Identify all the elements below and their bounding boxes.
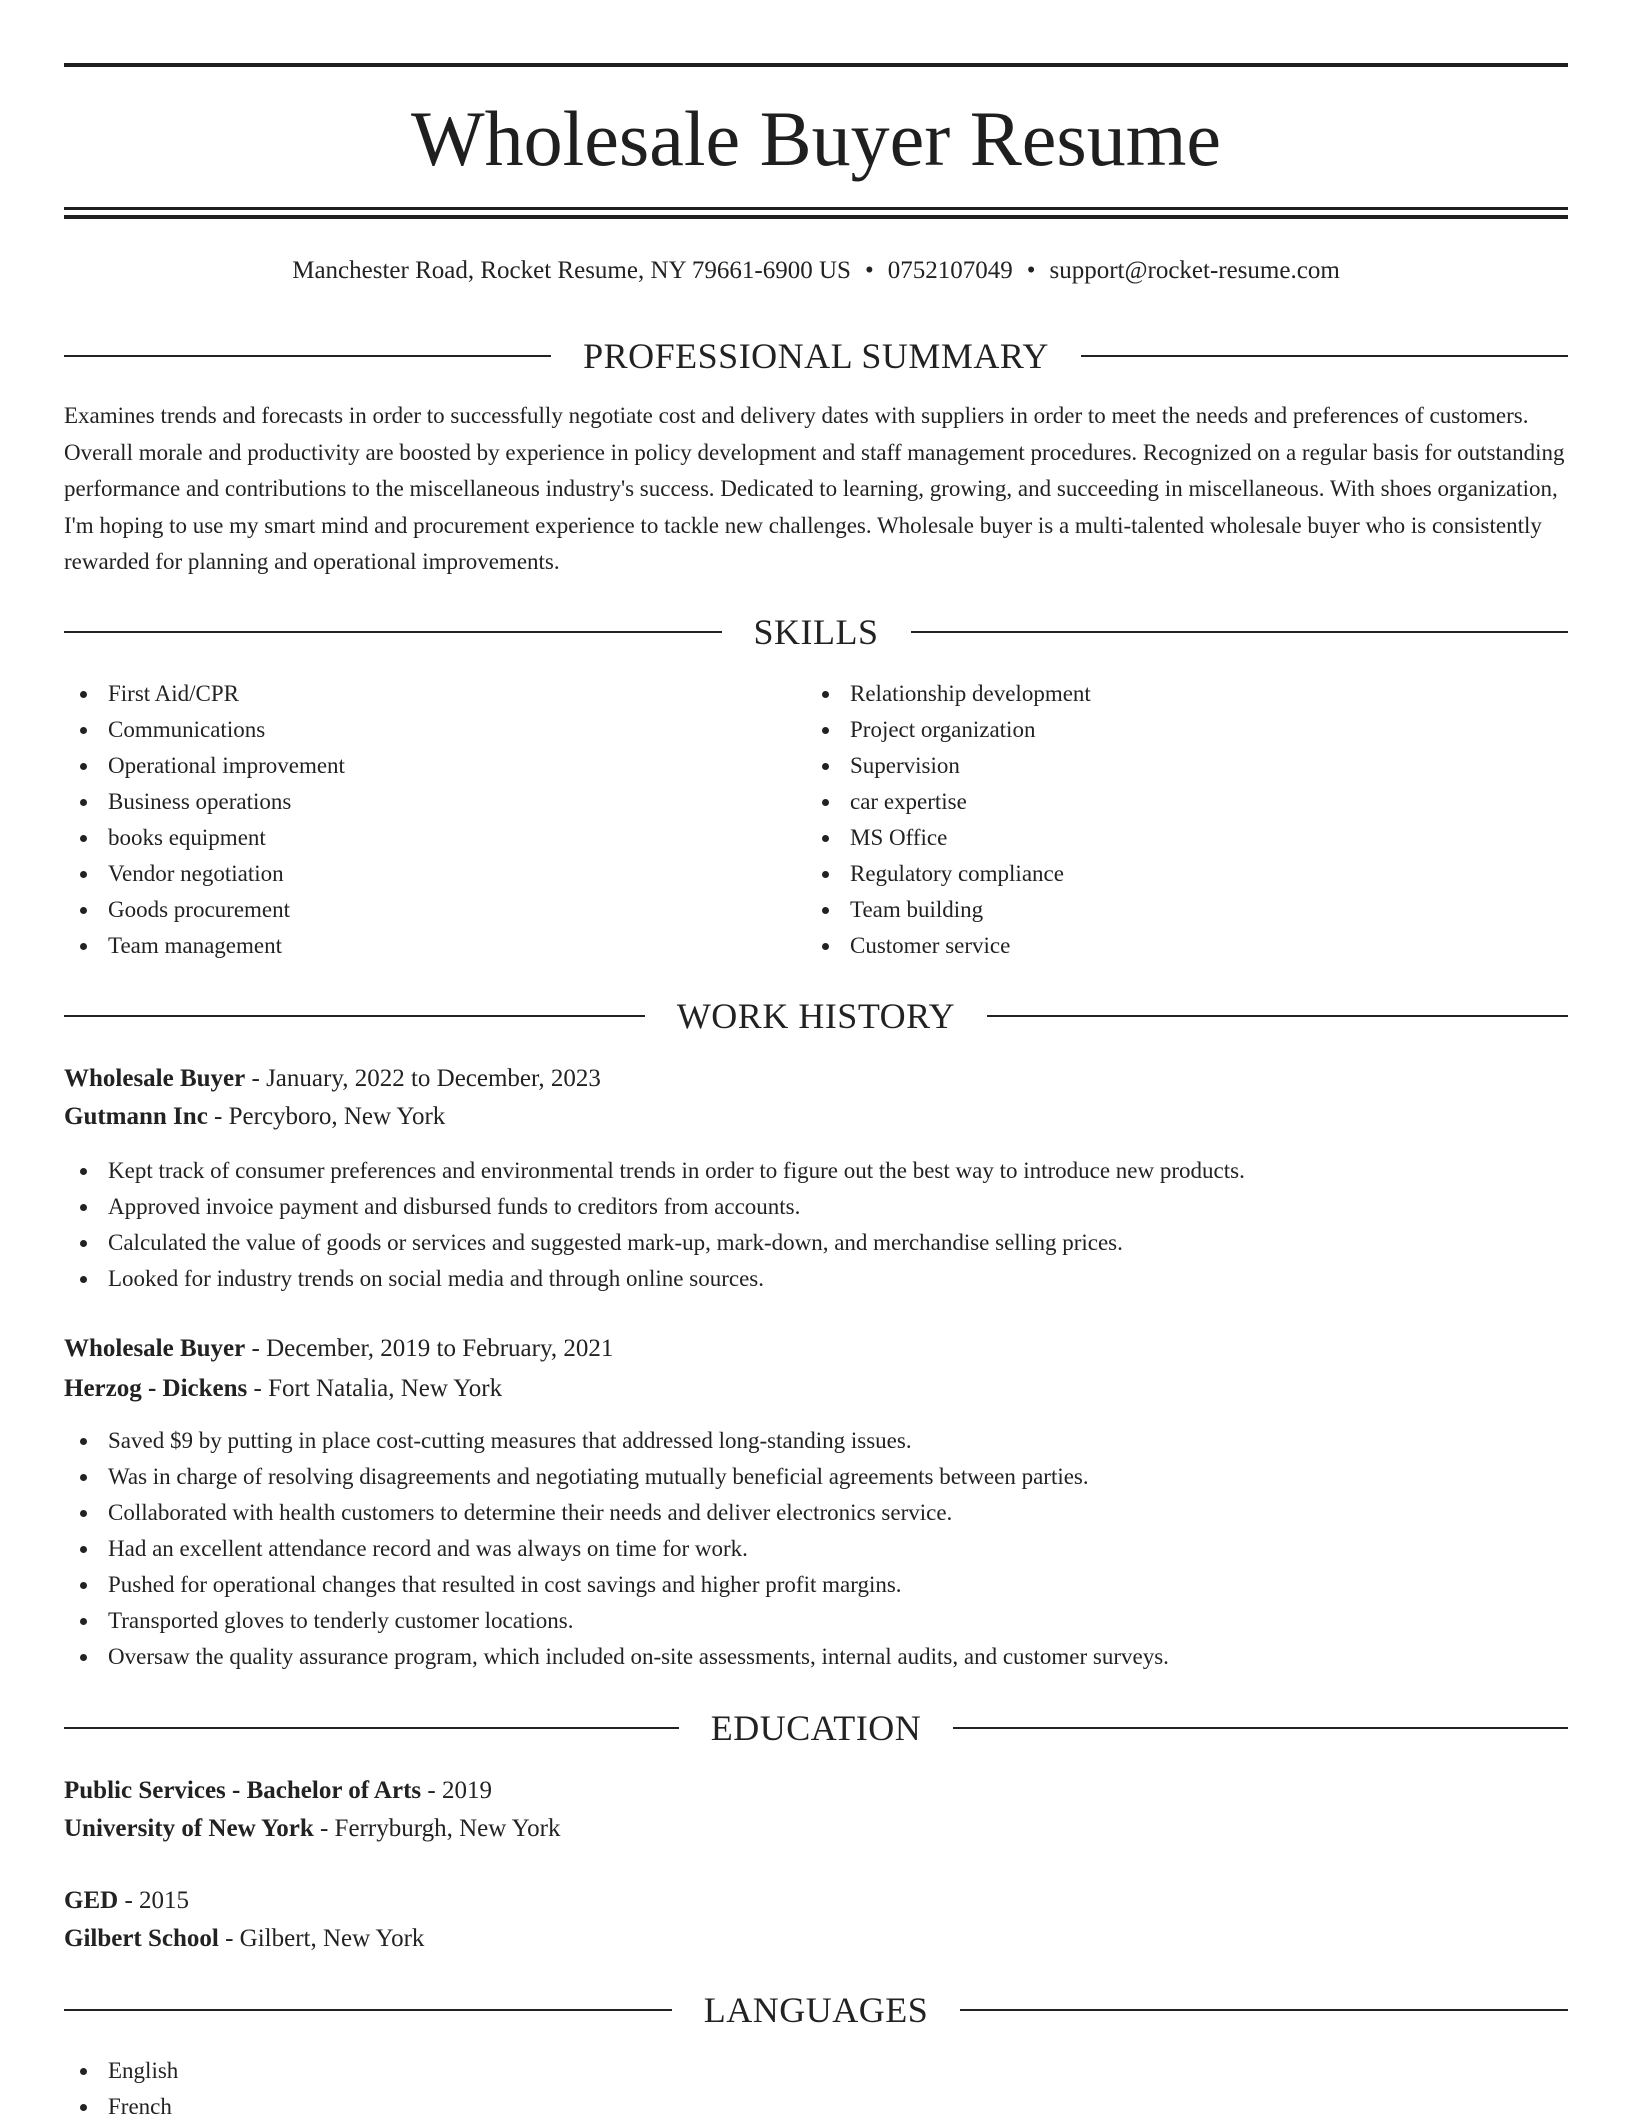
education-degree-line (64, 1772, 492, 1810)
job-duties-list (64, 1153, 1245, 1297)
heading-rule-right (1081, 355, 1568, 357)
skills-list-left (64, 676, 345, 964)
section-title: SKILLS (753, 612, 879, 652)
job-duty: Looked for industry trends on social media and through online sources. (64, 1261, 1245, 1297)
education-school-line (64, 1920, 424, 1958)
job-duty: Collaborated with health customers to determine their needs and deliver electronics service. (64, 1495, 1169, 1531)
section-title: LANGUAGES (703, 1990, 929, 2030)
job-duty: Oversaw the quality assurance program, which included on-site assessments, internal audits, and customer surveys. (64, 1639, 1169, 1675)
section-heading-languages (64, 1988, 1568, 2032)
job-title: Wholesale Buyer (64, 1065, 246, 1092)
skill-item: MS Office (806, 820, 1091, 856)
education-location: - Ferryburgh, New York (313, 1815, 561, 1842)
job-location: - Percyboro, New York (207, 1103, 446, 1130)
job-dates: - January, 2022 to December, 2023 (245, 1065, 601, 1092)
job-duty: Kept track of consumer preferences and environmental trends in order to figure out the best way to introduce new products. (64, 1153, 1245, 1189)
skill-item: Customer service (806, 928, 1091, 964)
skill-item: Communications (64, 712, 345, 748)
job-duty: Saved $9 by putting in place cost-cutting measures that addressed long-standing issues. (64, 1423, 1169, 1459)
job-title: Wholesale Buyer (64, 1335, 246, 1362)
skill-item: Regulatory compliance (806, 856, 1091, 892)
education-degree-line (64, 1882, 189, 1920)
skills-list-right (806, 676, 1091, 964)
job-duty: Pushed for operational changes that resulted in cost savings and higher profit margins. (64, 1567, 1169, 1603)
contact-address: Manchester Road, Rocket Resume, NY 79661-6900 US (292, 257, 851, 284)
heading-rule-right (960, 2009, 1568, 2011)
job-company-line (64, 1370, 502, 1408)
job-duty: Transported gloves to tenderly customer locations. (64, 1603, 1169, 1639)
section-heading-work-history (64, 994, 1568, 1038)
heading-rule-right (953, 1727, 1568, 1729)
heading-rule-right (987, 1015, 1568, 1017)
skill-item: Team management (64, 928, 345, 964)
section-title: PROFESSIONAL SUMMARY (583, 336, 1049, 376)
skill-item: Supervision (806, 748, 1091, 784)
contact-separator: • (1026, 257, 1036, 284)
skill-item: car expertise (806, 784, 1091, 820)
skill-item: First Aid/CPR (64, 676, 345, 712)
job-company: Herzog - Dickens (64, 1375, 248, 1402)
job-duty: Approved invoice payment and disbursed funds to creditors from accounts. (64, 1189, 1245, 1225)
section-heading-skills (64, 610, 1568, 654)
job-title-line (64, 1330, 613, 1368)
language-item: English (64, 2053, 178, 2089)
skill-item: books equipment (64, 820, 345, 856)
skill-item: Business operations (64, 784, 345, 820)
education-school: Gilbert School (64, 1925, 219, 1952)
heading-rule-left (64, 355, 551, 357)
resume-title: Wholesale Buyer Resume (410, 95, 1222, 182)
skill-item: Team building (806, 892, 1091, 928)
section-heading-summary (64, 334, 1568, 378)
contact-line (64, 252, 1568, 290)
title-double-rule-lower (64, 215, 1568, 219)
summary-paragraph: Examines trends and forecasts in order to successfully negotiate cost and delivery dates with suppliers in order to meet the needs and preferences of customers. Overall morale and productivity are boosted by experience in policy development and staff management procedures. Recognized on a regular basis for outstanding performance and contributions to the miscellaneous industry's success. Dedicated to learning, growing, and succeeding in miscellaneous. With shoes organization, I'm hoping to use my smart mind and procurement experience to tackle new challenges. Wholesale buyer is a multi-talented wholesale buyer who is consistently rewarded for planning and operational improvements. (64, 403, 1565, 574)
contact-phone: 0752107049 (887, 257, 1013, 284)
title-double-rule-upper (64, 207, 1568, 210)
skill-item: Vendor negotiation (64, 856, 345, 892)
education-degree: GED (64, 1887, 119, 1914)
heading-rule-left (64, 1727, 679, 1729)
job-duty: Had an excellent attendance record and was always on time for work. (64, 1531, 1169, 1567)
language-item: French (64, 2089, 178, 2125)
job-duty: Calculated the value of goods or services and suggested mark-up, mark-down, and merchandise selling prices. (64, 1225, 1245, 1261)
heading-rule-left (64, 631, 722, 633)
job-company-line (64, 1098, 445, 1136)
contact-email[interactable]: support@rocket-resume.com (1049, 257, 1340, 284)
education-year: - 2019 (421, 1777, 492, 1804)
education-school-line (64, 1810, 561, 1848)
education-year: - 2015 (118, 1887, 190, 1914)
heading-rule-right (911, 631, 1569, 633)
skill-item: Operational improvement (64, 748, 345, 784)
job-title-line (64, 1060, 601, 1098)
education-location: - Gilbert, New York (218, 1925, 425, 1952)
skill-item: Goods procurement (64, 892, 345, 928)
section-title: EDUCATION (710, 1708, 922, 1748)
education-school: University of New York (64, 1815, 314, 1842)
job-dates: - December, 2019 to February, 2021 (245, 1335, 614, 1362)
section-title: WORK HISTORY (676, 996, 956, 1036)
section-heading-education (64, 1706, 1568, 1750)
job-company: Gutmann Inc (64, 1103, 208, 1130)
languages-list (64, 2053, 178, 2125)
skill-item: Relationship development (806, 676, 1091, 712)
top-rule (64, 63, 1568, 67)
skill-item: Project organization (806, 712, 1091, 748)
job-duties-list (64, 1423, 1169, 1675)
education-degree: Public Services - Bachelor of Arts (64, 1777, 422, 1804)
job-location: - Fort Natalia, New York (247, 1375, 503, 1402)
heading-rule-left (64, 2009, 672, 2011)
heading-rule-left (64, 1015, 645, 1017)
job-duty: Was in charge of resolving disagreements and negotiating mutually beneficial agreements between parties. (64, 1459, 1169, 1495)
contact-separator: • (864, 257, 874, 284)
